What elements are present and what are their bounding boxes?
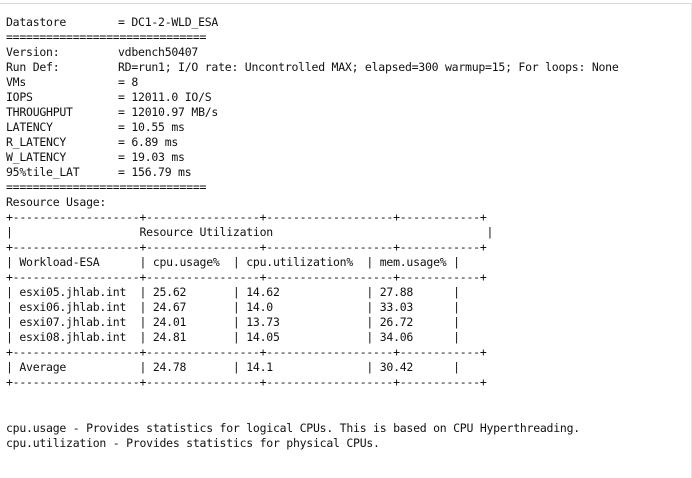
- metric-throughput: [6, 105, 619, 120]
- metric-value: = 8: [118, 75, 139, 89]
- metric-value: = 12010.97 MB/s: [118, 105, 219, 119]
- table-border: +-------------------+-----------------+-------------------+------------+: [6, 345, 487, 359]
- metric-label: VMs: [6, 75, 27, 89]
- metrics-separator: ==============================: [6, 180, 207, 194]
- metric-value: = 6.89 ms: [118, 135, 179, 149]
- note-cpu-utilization: cpu.utilization - Provides statistics for physical CPUs.: [6, 436, 380, 450]
- metric-value: = 12011.0 IO/S: [118, 90, 212, 104]
- table-row: | esxi08.jhlab.int | 24.81 | 14.05 | 34.06 |: [6, 330, 460, 344]
- datastore-value: = DC1-2-WLD_ESA: [118, 15, 219, 29]
- table-border-bottom: +-------------------+-----------------+-------------------+------------+: [6, 375, 487, 389]
- table-row: | esxi05.jhlab.int | 25.62 | 14.62 | 27.88 |: [6, 285, 460, 299]
- table-row: | esxi06.jhlab.int | 24.67 | 14.0 | 33.03 |: [6, 300, 460, 314]
- datastore-line: [6, 15, 619, 30]
- table-header-row: | Workload-ESA | cpu.usage% | cpu.utilization% | mem.usage% |: [6, 255, 460, 269]
- metric-value: = 19.03 ms: [118, 150, 185, 164]
- metric-value: vdbench50407: [118, 45, 199, 59]
- metric-label: THROUGHPUT: [6, 105, 73, 119]
- metric-value: = 10.55 ms: [118, 120, 185, 134]
- table-row: | esxi07.jhlab.int | 24.01 | 13.73 | 26.72 |: [6, 315, 460, 329]
- metric-run-def: [6, 60, 619, 75]
- metric-value: = 156.79 ms: [118, 165, 192, 179]
- table-title-row: | Resource Utilization |: [6, 225, 494, 239]
- notes: [6, 421, 580, 451]
- metric-label: LATENCY: [6, 120, 53, 134]
- metric-label: W_LATENCY: [6, 150, 67, 164]
- metric-label: Version:: [6, 45, 60, 59]
- metric-label: Run Def:: [6, 60, 60, 74]
- metric-value: RD=run1; I/O rate: Uncontrolled MAX; elapsed=300 warmup=15; For loops: None: [118, 60, 619, 74]
- datastore-label: Datastore: [6, 15, 67, 29]
- metric-w-latency: [6, 150, 619, 165]
- metric-vms: [6, 75, 619, 90]
- metric-version: [6, 45, 619, 60]
- top-divider: [0, 3, 692, 4]
- metric-95tile-lat: [6, 165, 619, 180]
- metric-label: IOPS: [6, 90, 33, 104]
- metric-label: 95%tile_LAT: [6, 165, 80, 179]
- table-average-row: | Average | 24.78 | 14.1 | 30.42 |: [6, 360, 460, 374]
- table-border: +-------------------+-----------------+-------------------+------------+: [6, 270, 487, 284]
- metric-label: R_LATENCY: [6, 135, 67, 149]
- table-border: +-------------------+-----------------+-------------------+------------+: [6, 240, 487, 254]
- console-output: [6, 15, 619, 390]
- metric-iops: [6, 90, 619, 105]
- metric-r-latency: [6, 135, 619, 150]
- table-border-top: +-------------------+-----------------+-------------------+------------+: [6, 210, 487, 224]
- resource-usage-title: Resource Usage:: [6, 195, 107, 209]
- note-cpu-usage: cpu.usage - Provides statistics for logical CPUs. This is based on CPU Hyperthreading.: [6, 421, 580, 435]
- metric-latency: [6, 120, 619, 135]
- header-separator: ==============================: [6, 30, 207, 44]
